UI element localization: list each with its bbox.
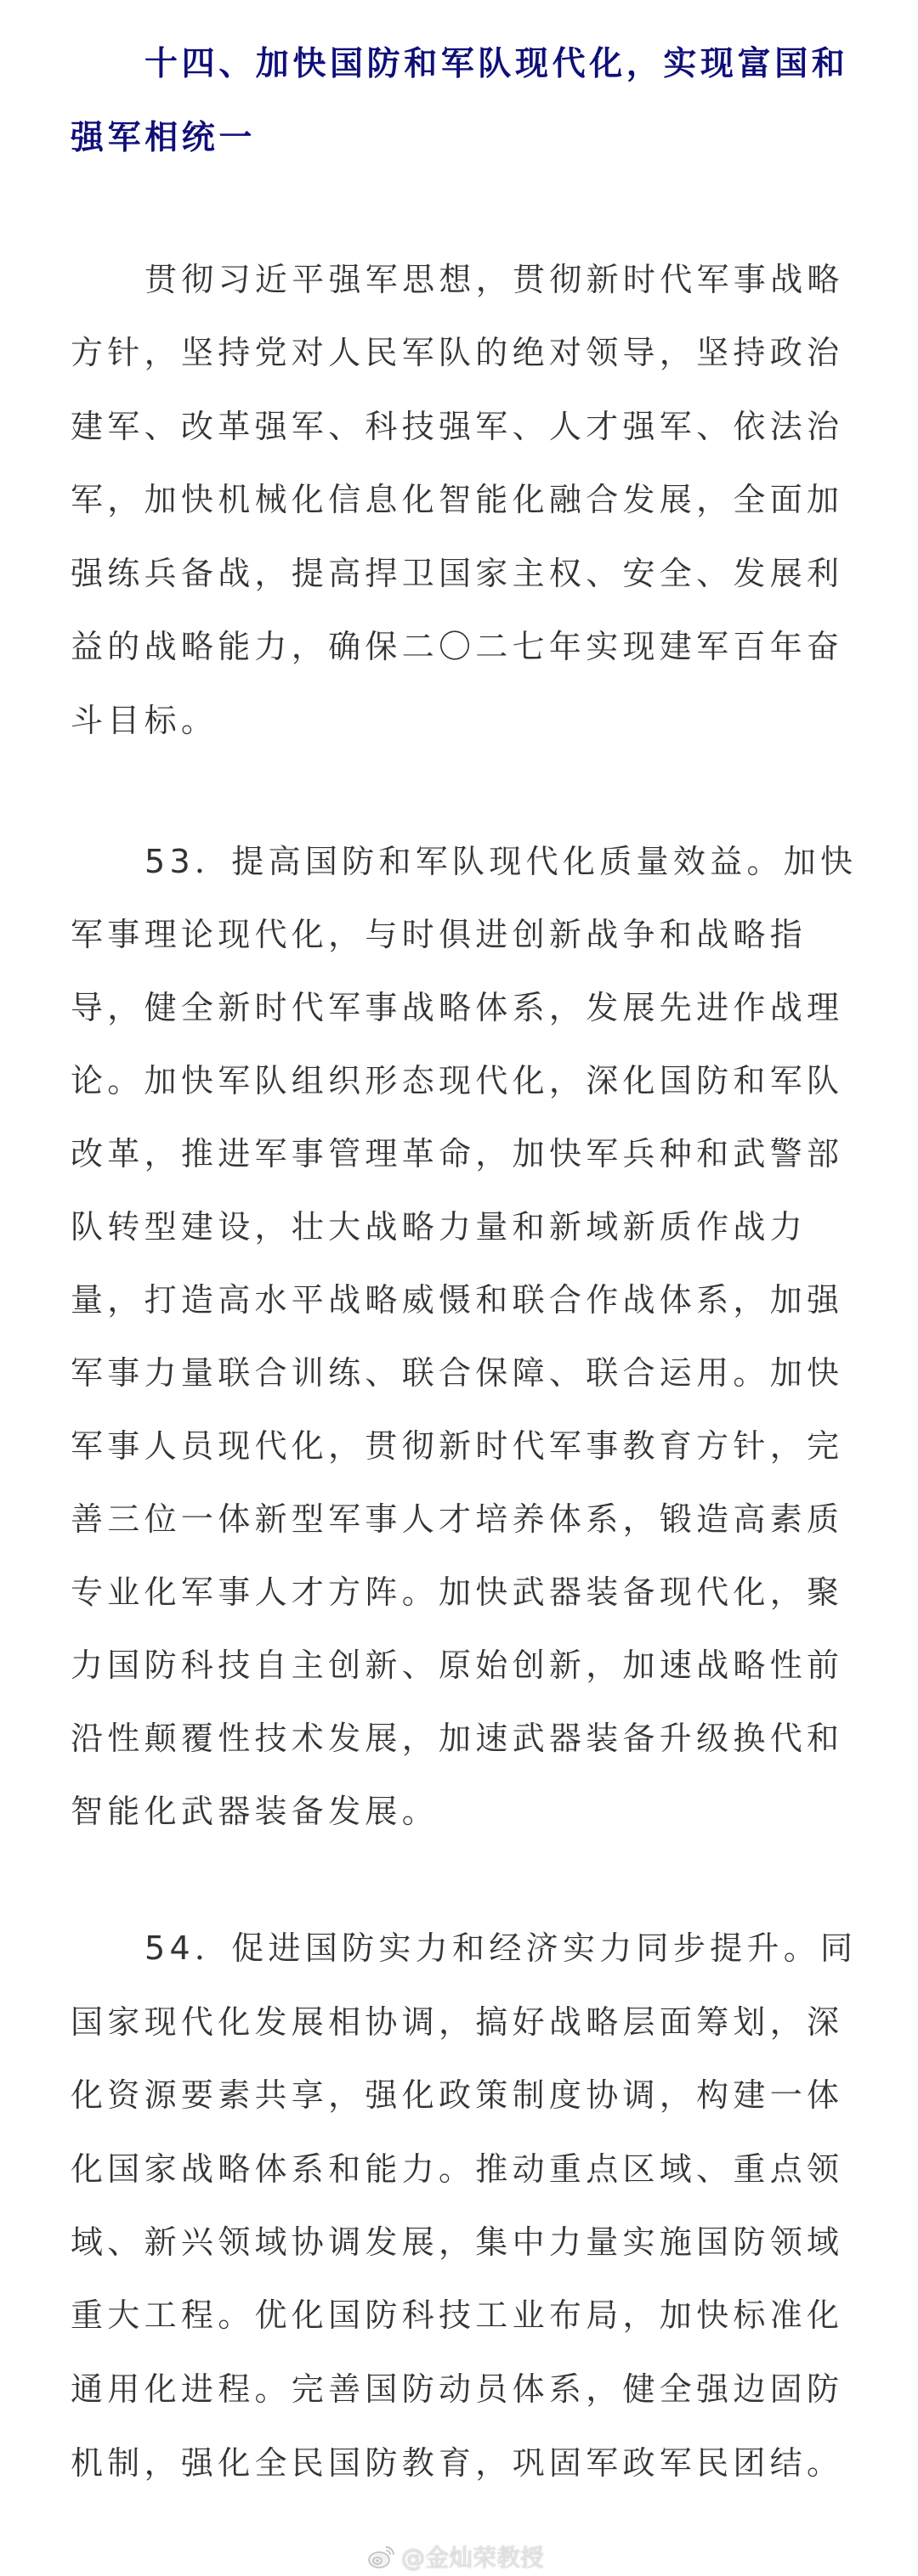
weibo-watermark [367,2542,544,2571]
paragraph-line: 军事理论现代化，与时俱进创新战争和战略指 [71,916,808,953]
paragraph-line: 机制，强化全民国防教育，巩固军政军民团结。 [71,2444,844,2482]
paragraph-line: 量，打造高水平战略威慑和联合作战体系，加强 [71,1281,844,1319]
paragraph-line: 导，健全新时代军事战略体系，发展先进作战理 [71,989,844,1026]
paragraph-line: 益的战略能力，确保二〇二七年实现建军百年奋 [71,628,844,665]
paragraph-line: 54．促进国防实力和经济实力同步提升。同 [144,1929,858,1967]
paragraph-line: 队转型建设，壮大战略力量和新域新质作战力 [71,1208,808,1246]
paragraph-line: 军，加快机械化信息化智能化融合发展，全面加 [71,481,844,518]
section-title-line-2: 强军相统一 [71,119,257,157]
section-title-line-1: 十四、加快国防和军队现代化，实现富国和 [144,45,849,83]
paragraph-line: 善三位一体新型军事人才培养体系，锻造高素质 [71,1500,844,1538]
paragraph-line: 沿性颠覆性技术发展，加速武器装备升级换代和 [71,1720,844,1757]
paragraph-line: 斗目标。 [71,702,218,739]
paragraph-line: 方针，坚持党对人民军队的绝对领导，坚持政治 [71,334,844,371]
paragraph-line: 改革，推进军事管理革命，加快军兵种和武警部 [71,1135,844,1172]
paragraph-line: 贯彻习近平强军思想，贯彻新时代军事战略 [144,261,844,298]
weibo-icon [367,2544,396,2569]
paragraph-line: 53．提高国防和军队现代化质量效益。加快 [144,843,858,880]
paragraph-line: 专业化军事人才方阵。加快武器装备现代化，聚 [71,1573,844,1611]
paragraph-line: 域、新兴领域协调发展，集中力量实施国防领域 [71,2223,844,2261]
paragraph-line: 强练兵备战，提高捍卫国家主权、安全、发展利 [71,555,844,592]
paragraph-line: 化资源要素共享，强化政策制度协调，构建一体 [71,2076,844,2114]
paragraph-line: 通用化进程。完善国防动员体系，健全强边固防 [71,2370,844,2408]
paragraph-line: 国家现代化发展相协调，搞好战略层面筹划，深 [71,2003,844,2041]
paragraph-line: 论。加快军队组织形态现代化，深化国防和军队 [71,1062,844,1099]
paragraph-line: 军事力量联合训练、联合保障、联合运用。加快 [71,1354,844,1392]
paragraph-line: 重大工程。优化国防科技工业布局，加快标准化 [71,2296,844,2334]
paragraph-line: 建军、改革强军、科技强军、人才强军、依法治 [71,408,844,445]
paragraph-line: 智能化武器装备发展。 [71,1793,439,1830]
watermark-text: @金灿荣教授 [401,2544,545,2572]
paragraph-line: 化国家战略体系和能力。推动重点区域、重点领 [71,2150,844,2188]
paragraph-line: 军事人员现代化，贯彻新时代军事教育方针，完 [71,1427,844,1465]
paragraph-line: 力国防科技自主创新、原始创新，加速战略性前 [71,1647,844,1684]
